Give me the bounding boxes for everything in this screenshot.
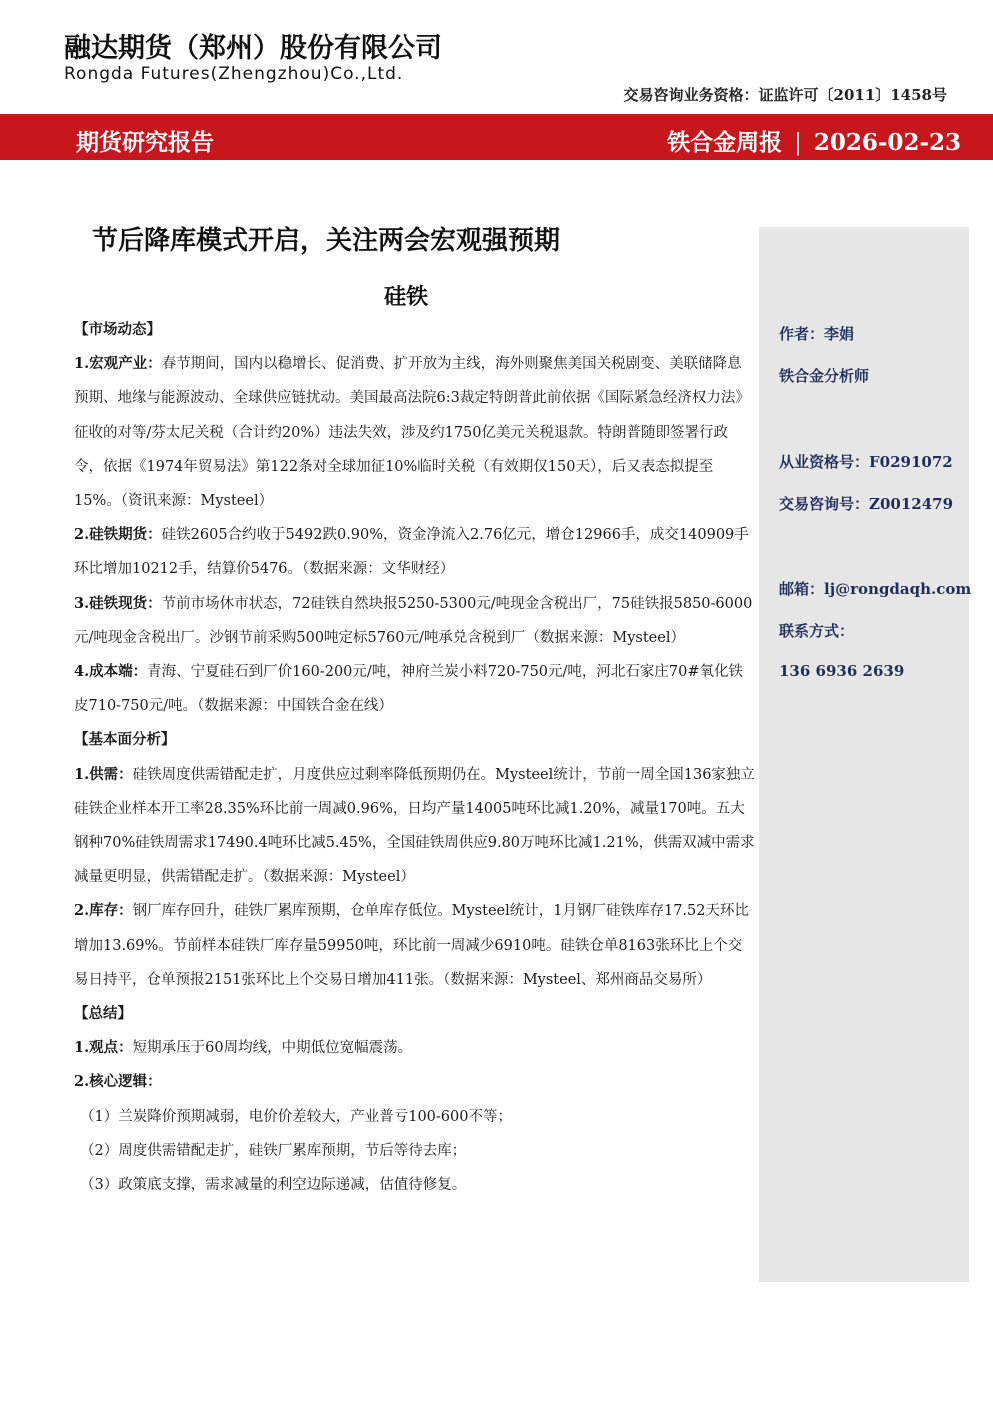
banner-report-category: 期货研究报告 [76, 129, 214, 156]
market-item-label: 4.成本端： [74, 663, 148, 681]
market-item [74, 655, 756, 723]
market-item [74, 518, 756, 586]
author-email: 邮箱：lj@rongdaqh.com [779, 580, 972, 598]
qualification-number: 从业资格号：F0291072 [779, 453, 953, 471]
market-item-label: 1.宏观产业： [74, 355, 162, 373]
market-item-text: 青海、宁夏硅石到厂价160-200元/吨，神府兰炭小料720-750元/吨，河北石家庄70#氧化铁皮710-750元/吨。（数据来源：中国铁合金在线） [74, 664, 744, 715]
license-text: 交易咨询业务资格：证监许可〔2011〕1458号 [623, 86, 947, 104]
summary-logic-point: （1）兰炭降价预期减弱，电价价差较大，产业普亏100-600不等； [80, 1108, 512, 1125]
market-item-text: 硅铁2605合约收于5492跌0.90%，资金净流入2.76亿元，增仓12966手，成交140909手环比增加10212手，结算价5476。（数据来源：文华财经） [74, 527, 749, 578]
fundamental-item [74, 894, 756, 997]
banner-report-type: 铁合金周报 [667, 129, 783, 156]
fundamental-item-text: 硅铁周度供需错配走扩，月度供应过剩率降低预期仍在。Mysteel统计，节前一周全国136家独立硅铁企业样本开工率28.35%环比前一周减0.96%，日均产量14005吨环比减1.20%，减量170吨。五大钢种70%硅铁周需求17490.4吨环比减5.45%，全国硅铁周供应9.80万吨环比减1.21%，供需双减中需求减量更明显，供需错配走扩。（数据来源：Mysteel） [74, 766, 755, 886]
section-heading-fundamental: 【基本面分析】 [74, 731, 176, 749]
author-name: 作者：李娟 [779, 325, 855, 343]
summary-view-label: 1.观点： [74, 1039, 133, 1057]
fundamental-item-text: 钢厂库存回升，硅铁厂累库预期，仓单库存低位。Mysteel统计，1月钢厂硅铁库存17.52天环比增加13.69%。节前样本硅铁厂库存量59950吨，环比前一周减少6910吨。硅铁仓单8163张环比上个交易日持平，仓单预报2151张环比上个交易日增加411张。（数据来源：Mysteel、郑州商品交易所） [74, 903, 749, 988]
market-item [74, 587, 756, 655]
report-title: 节后降库模式开启，关注两会宏观强预期 [92, 226, 561, 256]
company-name-cn: 融达期货（郑州）股份有限公司 [64, 33, 442, 64]
section-heading-summary: 【总结】 [74, 1005, 132, 1023]
contact-label: 联系方式： [779, 622, 855, 640]
section-heading-market: 【市场动态】 [74, 321, 161, 338]
fundamental-item-label: 1.供需： [74, 765, 133, 783]
company-name-en: Rongda Futures(Zhengzhou)Co.,Ltd. [64, 64, 404, 84]
contact-phone: 136 6936 2639 [779, 662, 905, 680]
market-item-text: 节前市场休市状态，72硅铁自然块报5250-5300元/吨现金含税出厂，75硅铁报5850-6000元/吨现金含税出厂。沙钢节前采购500吨定标5760元/吨承兑含税到厂（数据来源：Mysteel） [74, 595, 753, 646]
author-sidebar [759, 227, 972, 1282]
summary-logic-point: （3）政策底支撑，需求减量的利空边际递减，估值待修复。 [80, 1177, 467, 1194]
market-item-text: 春节期间，国内以稳增长、促消费、扩开放为主线，海外则聚焦美国关税剧变、美联储降息预期、地缘与能源波动、全球供应链扰动。美国最高法院6:3裁定特朗普此前依据《国际紧急经济权力法》征收的对等/芬太尼关税（合计约20%）违法失效，涉及约1750亿美元关税退款。特朗普随即签署行政令，依据《1974年贸易法》第122条对全球加征10%临时关税（有效期仅150天），后又表态拟提至15%。（资讯来源：Mysteel） [74, 356, 750, 510]
market-item [74, 347, 756, 518]
banner-separator: | [794, 130, 802, 156]
market-item-label: 2.硅铁期货： [74, 526, 162, 544]
fundamental-item-label: 2.库存： [74, 902, 133, 920]
market-item-label: 3.硅铁现货： [74, 594, 162, 612]
summary-view [74, 1031, 756, 1065]
report-body [74, 313, 756, 1202]
summary-view-text: 短期承压于60周均线，中期低位宽幅震荡。 [132, 1040, 413, 1057]
fundamental-item [74, 758, 756, 895]
banner-date: 2026-02-23 [813, 129, 961, 156]
report-banner [0, 114, 993, 160]
author-role: 铁合金分析师 [779, 367, 870, 385]
consult-number: 交易咨询号：Z0012479 [779, 495, 954, 513]
banner-report-info [667, 124, 961, 157]
report-subtitle: 硅铁 [384, 284, 429, 310]
summary-logic-point: （2）周度供需错配走扩，硅铁厂累库预期，节后等待去库； [80, 1142, 467, 1159]
summary-logic-label: 2.核心逻辑： [74, 1073, 162, 1091]
